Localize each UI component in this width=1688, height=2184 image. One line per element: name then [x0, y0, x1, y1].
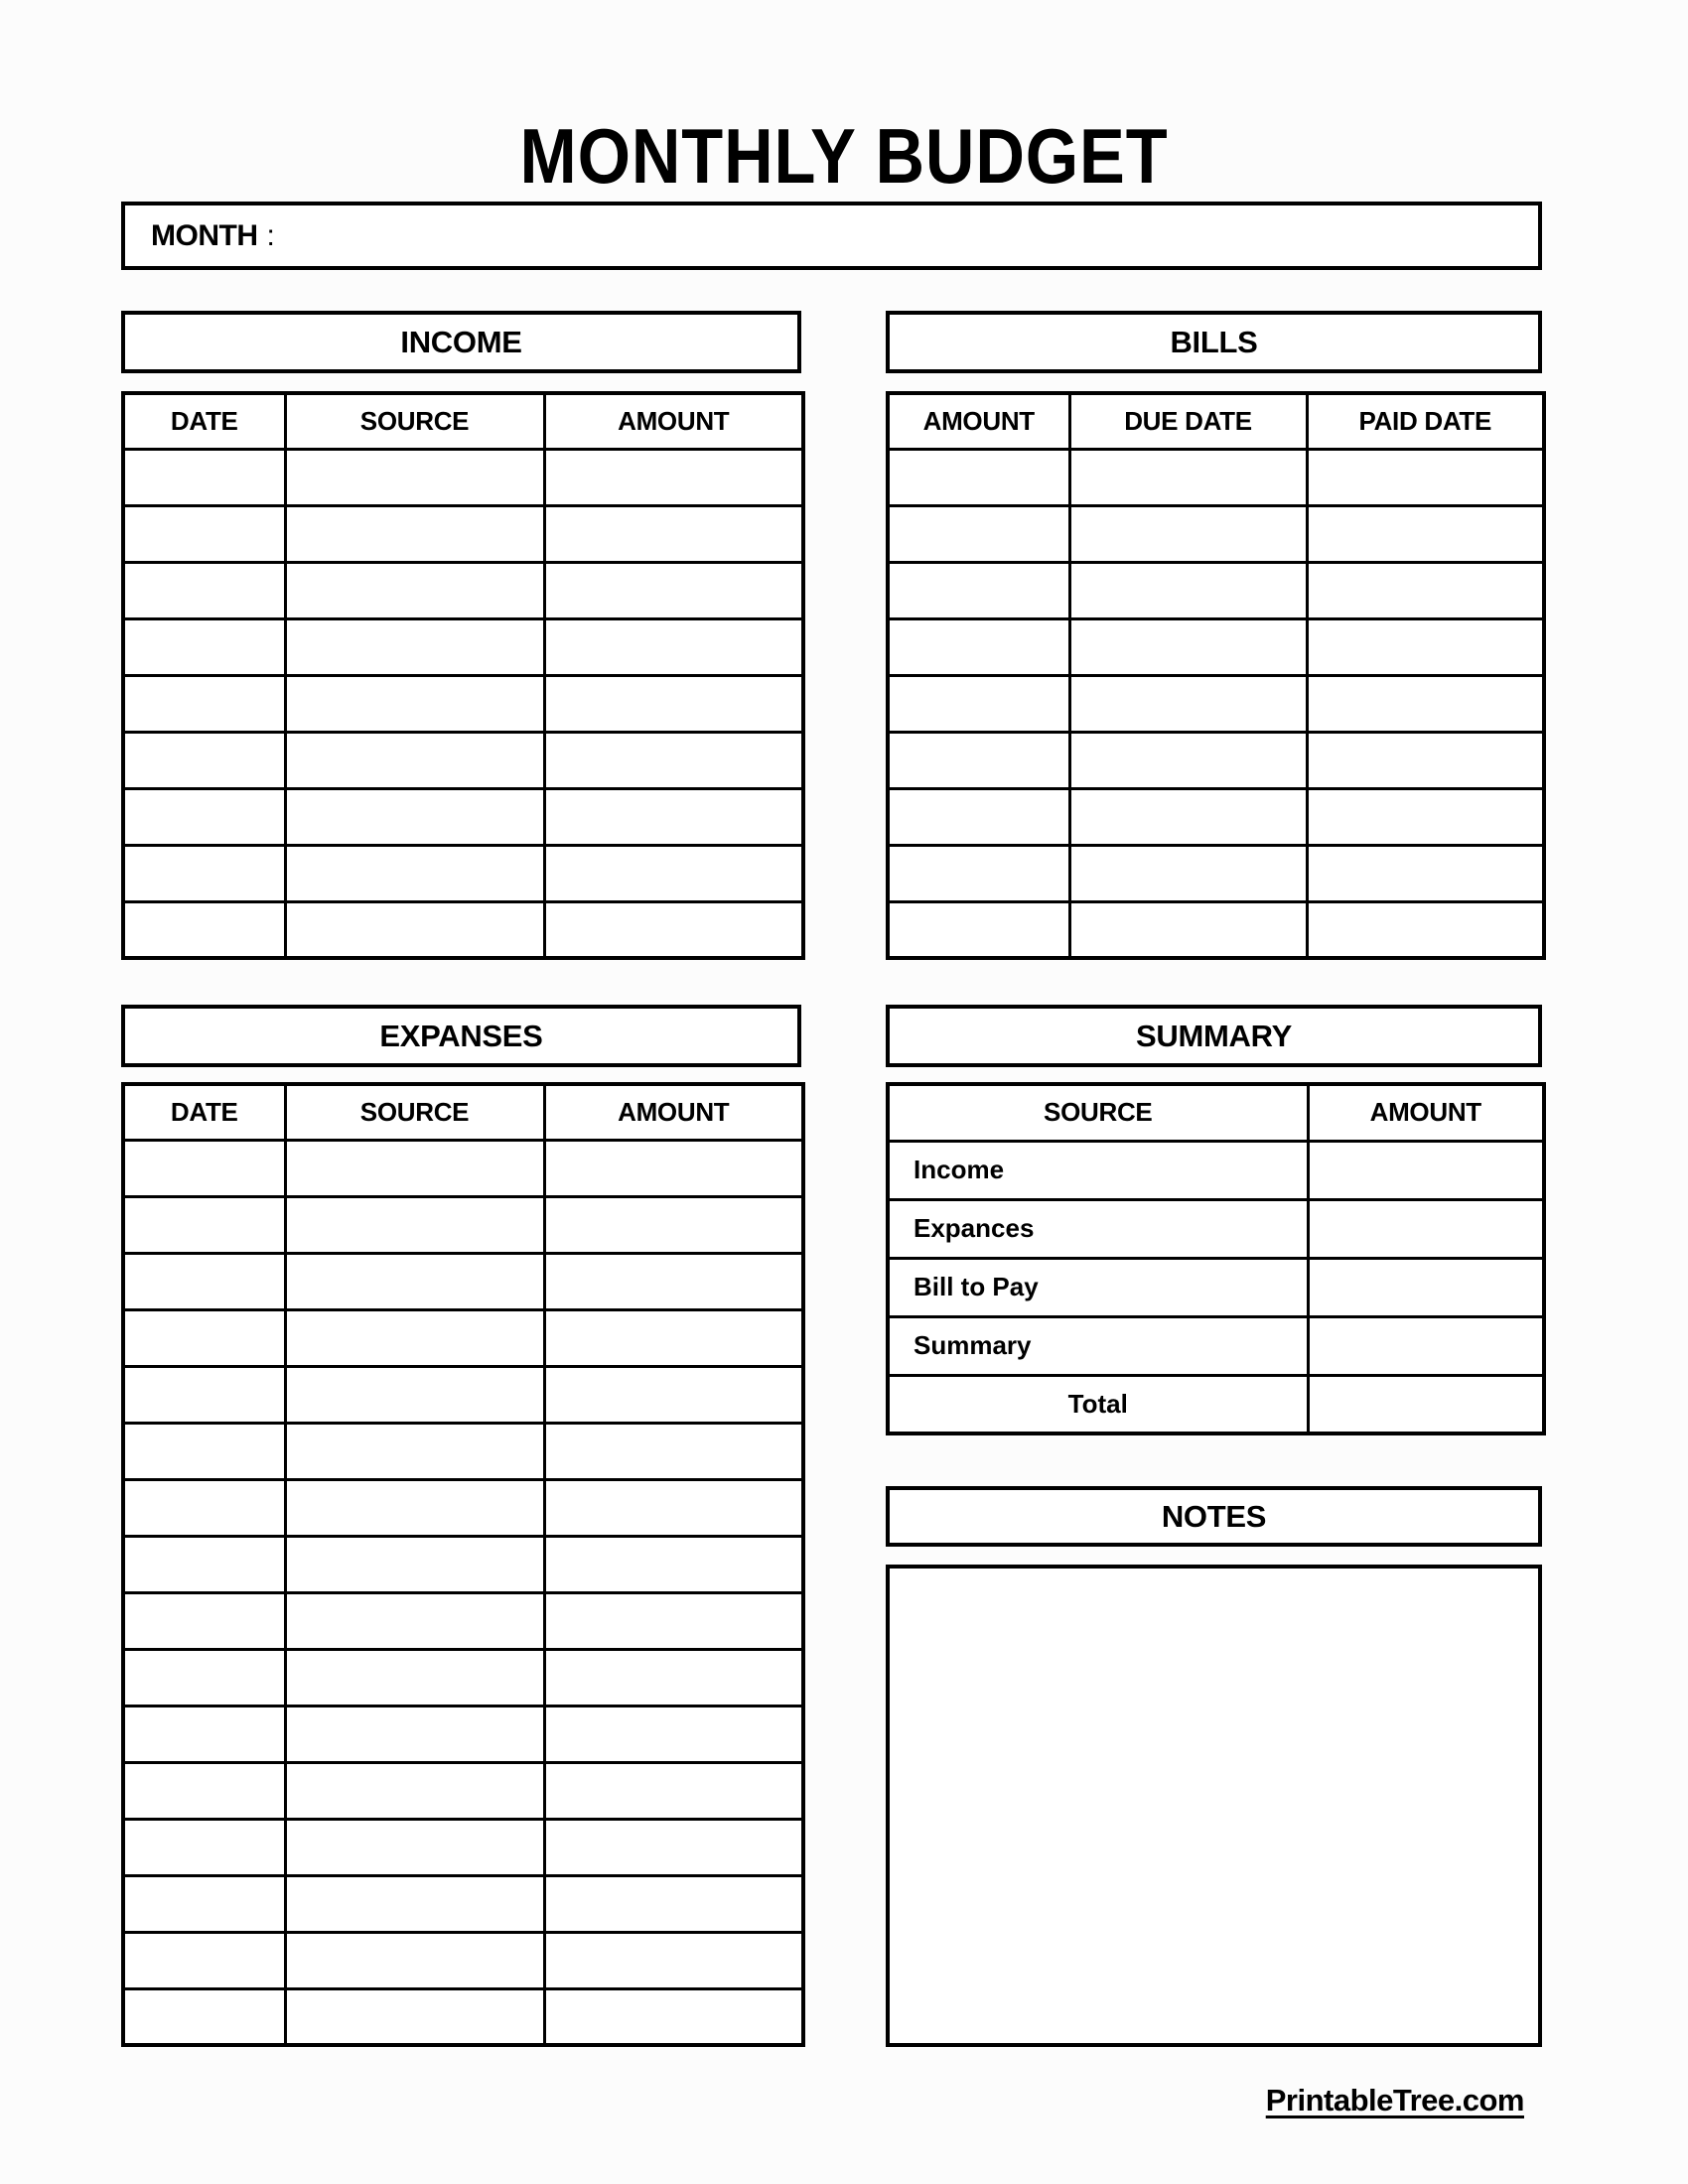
table-row	[123, 1423, 803, 1479]
income-header-row	[123, 393, 803, 449]
summary-amount-expances[interactable]	[1308, 1199, 1544, 1258]
empty-cell[interactable]	[544, 449, 803, 505]
empty-cell[interactable]	[544, 1366, 803, 1423]
empty-cell[interactable]	[285, 1762, 544, 1819]
bills-col-header-paid-date: PAID DATE	[1307, 393, 1544, 449]
empty-cell[interactable]	[123, 1479, 285, 1536]
empty-cell[interactable]	[1069, 788, 1307, 845]
empty-cell[interactable]	[888, 845, 1069, 901]
empty-cell[interactable]	[544, 1196, 803, 1253]
summary-label-bill-to-pay: Bill to Pay	[888, 1258, 1308, 1316]
notes-area[interactable]	[886, 1565, 1542, 2047]
table-row	[123, 1196, 803, 1253]
table-row	[123, 1309, 803, 1366]
bills-section-title-text: BILLS	[1170, 324, 1258, 359]
month-input-area[interactable]	[275, 205, 1538, 266]
footer	[0, 2083, 1524, 2118]
expanses-col-header-source: SOURCE	[285, 1084, 544, 1140]
summary-col-header-amount: AMOUNT	[1308, 1084, 1544, 1141]
month-colon: :	[266, 218, 275, 252]
empty-cell[interactable]	[544, 1536, 803, 1592]
empty-cell[interactable]	[123, 1649, 285, 1706]
table-row	[888, 732, 1544, 788]
empty-cell[interactable]	[123, 1706, 285, 1762]
summary-row-total	[888, 1375, 1544, 1433]
expanses-col-header-date: DATE	[123, 1084, 285, 1140]
empty-cell[interactable]	[123, 1140, 285, 1196]
empty-cell[interactable]	[544, 1592, 803, 1649]
empty-cell[interactable]	[544, 845, 803, 901]
summary-label-income: Income	[888, 1141, 1308, 1199]
empty-cell[interactable]	[1069, 505, 1307, 562]
table-row	[888, 618, 1544, 675]
empty-cell[interactable]	[544, 1253, 803, 1309]
empty-cell[interactable]	[544, 562, 803, 618]
empty-cell[interactable]	[123, 618, 285, 675]
summary-label-expances: Expances	[888, 1199, 1308, 1258]
empty-cell[interactable]	[544, 1932, 803, 1988]
table-row	[123, 1819, 803, 1875]
income-col-header-source: SOURCE	[285, 393, 544, 449]
table-row	[123, 675, 803, 732]
empty-cell[interactable]	[544, 675, 803, 732]
table-row	[888, 449, 1544, 505]
table-row	[123, 618, 803, 675]
empty-cell[interactable]	[123, 1762, 285, 1819]
summary-amount-total[interactable]	[1308, 1375, 1544, 1433]
table-row	[123, 901, 803, 958]
income-section-title-text: INCOME	[400, 324, 522, 359]
empty-cell[interactable]	[123, 845, 285, 901]
empty-cell[interactable]	[1069, 675, 1307, 732]
expanses-table	[121, 1082, 805, 2047]
empty-cell[interactable]	[544, 1309, 803, 1366]
empty-cell[interactable]	[544, 1875, 803, 1932]
summary-header-row	[888, 1084, 1544, 1141]
table-row	[888, 845, 1544, 901]
table-row	[123, 788, 803, 845]
expanses-col-header-amount: AMOUNT	[544, 1084, 803, 1140]
empty-cell[interactable]	[1069, 449, 1307, 505]
empty-cell[interactable]	[544, 1479, 803, 1536]
empty-cell[interactable]	[123, 901, 285, 958]
empty-cell[interactable]	[123, 788, 285, 845]
income-col-header-date: DATE	[123, 393, 285, 449]
month-box	[121, 202, 1542, 270]
summary-col-header-source: SOURCE	[888, 1084, 1308, 1141]
empty-cell[interactable]	[1307, 732, 1544, 788]
table-row	[888, 675, 1544, 732]
table-row	[123, 1366, 803, 1423]
table-row	[123, 505, 803, 562]
empty-cell[interactable]	[544, 618, 803, 675]
table-row	[123, 1592, 803, 1649]
summary-label-summary: Summary	[888, 1316, 1308, 1375]
empty-cell[interactable]	[1069, 732, 1307, 788]
bills-table	[886, 391, 1546, 960]
table-row	[888, 901, 1544, 958]
table-row	[123, 1253, 803, 1309]
bills-col-header-amount: AMOUNT	[888, 393, 1069, 449]
bills-col-header-due-date: DUE DATE	[1069, 393, 1307, 449]
empty-cell[interactable]	[123, 1988, 285, 2045]
table-row	[123, 1706, 803, 1762]
summary-row-income	[888, 1141, 1544, 1199]
empty-cell[interactable]	[544, 732, 803, 788]
empty-cell[interactable]	[1069, 901, 1307, 958]
empty-cell[interactable]	[544, 901, 803, 958]
empty-cell[interactable]	[544, 1649, 803, 1706]
table-row	[888, 505, 1544, 562]
empty-cell[interactable]	[285, 1988, 544, 2045]
table-row	[888, 562, 1544, 618]
empty-cell[interactable]	[285, 1536, 544, 1592]
empty-cell[interactable]	[285, 901, 544, 958]
empty-cell[interactable]	[888, 449, 1069, 505]
empty-cell[interactable]	[1069, 562, 1307, 618]
empty-cell[interactable]	[285, 1819, 544, 1875]
empty-cell[interactable]	[123, 449, 285, 505]
empty-cell[interactable]	[888, 788, 1069, 845]
empty-cell[interactable]	[285, 788, 544, 845]
empty-cell[interactable]	[1307, 845, 1544, 901]
empty-cell[interactable]	[285, 845, 544, 901]
empty-cell[interactable]	[123, 505, 285, 562]
footer-link[interactable]: PrintableTree.com	[1265, 2083, 1524, 2117]
empty-cell[interactable]	[285, 1423, 544, 1479]
summary-section-title	[886, 1005, 1542, 1067]
summary-row-expances	[888, 1199, 1544, 1258]
empty-cell[interactable]	[1307, 901, 1544, 958]
empty-cell[interactable]	[544, 1706, 803, 1762]
empty-cell[interactable]	[1069, 618, 1307, 675]
empty-cell[interactable]	[123, 1932, 285, 1988]
empty-cell[interactable]	[1307, 449, 1544, 505]
empty-cell[interactable]	[285, 1140, 544, 1196]
empty-cell[interactable]	[1307, 618, 1544, 675]
empty-cell[interactable]	[285, 1932, 544, 1988]
table-row	[123, 1140, 803, 1196]
table-row	[123, 1649, 803, 1706]
empty-cell[interactable]	[544, 1988, 803, 2045]
empty-cell[interactable]	[123, 1309, 285, 1366]
empty-cell[interactable]	[1307, 675, 1544, 732]
table-row	[123, 449, 803, 505]
summary-label-total: Total	[888, 1375, 1308, 1433]
empty-cell[interactable]	[544, 788, 803, 845]
empty-cell[interactable]	[285, 675, 544, 732]
empty-cell[interactable]	[285, 1309, 544, 1366]
empty-cell[interactable]	[285, 1875, 544, 1932]
empty-cell[interactable]	[285, 1253, 544, 1309]
summary-amount-summary[interactable]	[1308, 1316, 1544, 1375]
empty-cell[interactable]	[123, 1366, 285, 1423]
expanses-header-row	[123, 1084, 803, 1140]
empty-cell[interactable]	[285, 1366, 544, 1423]
notes-section-title-text: NOTES	[1161, 1498, 1267, 1534]
empty-cell[interactable]	[285, 1592, 544, 1649]
table-row	[123, 1932, 803, 1988]
summary-section-title-text: SUMMARY	[1136, 1018, 1292, 1053]
empty-cell[interactable]	[888, 732, 1069, 788]
table-row	[123, 562, 803, 618]
page-title	[0, 112, 1688, 200]
empty-cell[interactable]	[123, 732, 285, 788]
summary-row-bill-to-pay	[888, 1258, 1544, 1316]
bills-section-title	[886, 311, 1542, 373]
income-section-title	[121, 311, 801, 373]
empty-cell[interactable]	[1307, 505, 1544, 562]
empty-cell[interactable]	[544, 1140, 803, 1196]
empty-cell[interactable]	[285, 505, 544, 562]
empty-cell[interactable]	[285, 1649, 544, 1706]
table-row	[123, 845, 803, 901]
table-row	[123, 1762, 803, 1819]
empty-cell[interactable]	[888, 618, 1069, 675]
table-row	[123, 1875, 803, 1932]
empty-cell[interactable]	[544, 1819, 803, 1875]
empty-cell[interactable]	[285, 1196, 544, 1253]
empty-cell[interactable]	[285, 732, 544, 788]
empty-cell[interactable]	[123, 675, 285, 732]
empty-cell[interactable]	[888, 562, 1069, 618]
income-col-header-amount: AMOUNT	[544, 393, 803, 449]
empty-cell[interactable]	[1307, 562, 1544, 618]
empty-cell[interactable]	[285, 562, 544, 618]
income-table	[121, 391, 805, 960]
empty-cell[interactable]	[123, 1423, 285, 1479]
empty-cell[interactable]	[888, 901, 1069, 958]
empty-cell[interactable]	[123, 1592, 285, 1649]
table-row	[123, 1988, 803, 2045]
empty-cell[interactable]	[285, 449, 544, 505]
bills-header-row	[888, 393, 1544, 449]
table-row	[123, 1479, 803, 1536]
empty-cell[interactable]	[123, 1196, 285, 1253]
table-row	[888, 788, 1544, 845]
empty-cell[interactable]	[544, 505, 803, 562]
empty-cell[interactable]	[123, 562, 285, 618]
expanses-section-title	[121, 1005, 801, 1067]
summary-table	[886, 1082, 1546, 1435]
summary-amount-income[interactable]	[1308, 1141, 1544, 1199]
empty-cell[interactable]	[544, 1762, 803, 1819]
empty-cell[interactable]	[123, 1253, 285, 1309]
month-label: MONTH	[151, 218, 258, 252]
page-title-text: MONTHLY BUDGET	[519, 112, 1169, 200]
empty-cell[interactable]	[285, 618, 544, 675]
empty-cell[interactable]	[123, 1536, 285, 1592]
empty-cell[interactable]	[285, 1479, 544, 1536]
empty-cell[interactable]	[1069, 845, 1307, 901]
empty-cell[interactable]	[888, 505, 1069, 562]
empty-cell[interactable]	[285, 1706, 544, 1762]
table-row	[123, 1536, 803, 1592]
summary-amount-bill-to-pay[interactable]	[1308, 1258, 1544, 1316]
notes-section-title	[886, 1486, 1542, 1547]
empty-cell[interactable]	[123, 1819, 285, 1875]
empty-cell[interactable]	[888, 675, 1069, 732]
table-row	[123, 732, 803, 788]
empty-cell[interactable]	[544, 1423, 803, 1479]
expanses-section-title-text: EXPANSES	[379, 1018, 543, 1053]
summary-row-summary	[888, 1316, 1544, 1375]
empty-cell[interactable]	[123, 1875, 285, 1932]
empty-cell[interactable]	[1307, 788, 1544, 845]
